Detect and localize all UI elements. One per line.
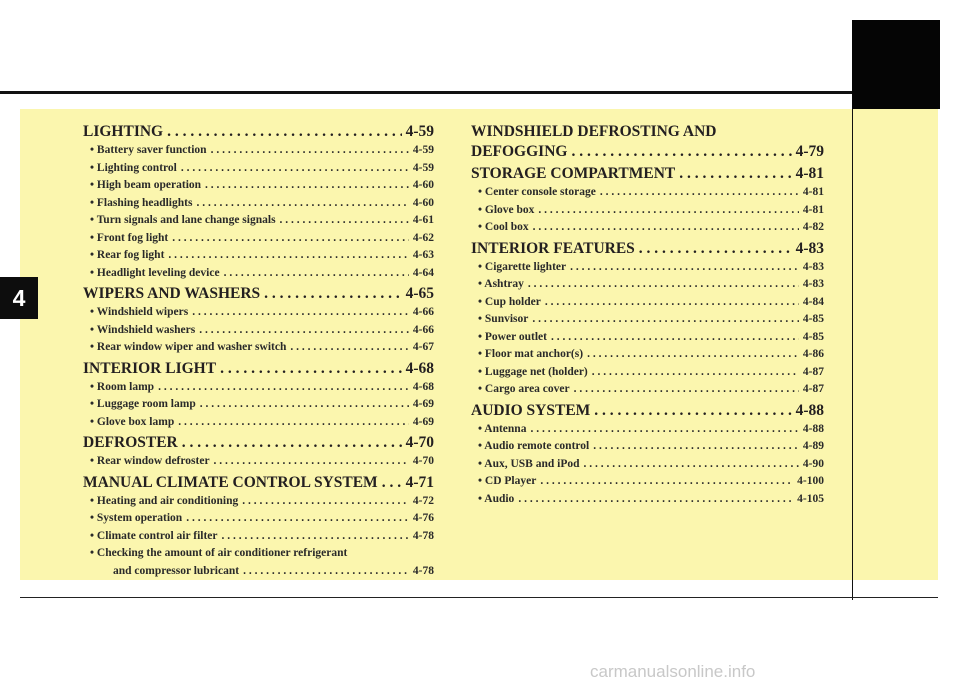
toc-entry-interior-light[interactable] <box>83 359 434 379</box>
dot-leader <box>594 401 791 421</box>
toc-entry-turn-signals-and-lane-change-signals[interactable] <box>83 212 434 230</box>
toc-entry-rear-window-defroster[interactable] <box>83 453 434 471</box>
toc-entry-label: • Headlight leveling device <box>90 266 220 279</box>
toc-entry-label: • Audio <box>478 492 515 505</box>
dot-leader <box>639 239 792 259</box>
toc-entry-headlight-leveling-device[interactable] <box>83 265 434 283</box>
toc-entry-manual-climate-control-system[interactable] <box>83 473 434 493</box>
toc-entry-label: • Audio remote control <box>478 440 590 452</box>
toc-entry-label: • Cup holder <box>478 295 541 308</box>
toc-entry-glove-box[interactable] <box>471 202 824 220</box>
toc-page-number: 4-68 <box>412 380 434 393</box>
toc-entry-center-console-storage[interactable] <box>471 184 824 202</box>
dot-leader <box>211 142 409 160</box>
dot-leader <box>172 230 409 248</box>
toc-entry-label: INTERIOR LIGHT <box>83 359 217 377</box>
dot-leader <box>182 433 402 453</box>
dot-leader <box>518 491 793 509</box>
toc-page-number: 4-79 <box>795 143 824 160</box>
dot-leader <box>158 379 409 397</box>
toc-page-number: 4-85 <box>802 313 824 325</box>
toc-page-number: 4-66 <box>412 323 434 336</box>
toc-entry-label: • Cool box <box>478 221 529 233</box>
toc-entry-audio[interactable] <box>471 491 824 509</box>
toc-page-number: 4-81 <box>802 186 824 198</box>
toc-page-number: 4-83 <box>795 239 824 257</box>
toc-page-number: 4-69 <box>412 415 434 428</box>
toc-entry-label: • Cargo area cover <box>478 383 570 395</box>
toc-entry-label: • Cigarette lighter <box>478 260 567 273</box>
toc-page-number: 4-62 <box>412 231 434 244</box>
toc-page-number: 4-59 <box>412 144 434 156</box>
toc-entry-label: WIPERS AND WASHERS <box>83 285 261 302</box>
toc-entry-label: • Center console storage <box>478 186 596 198</box>
toc-entry-high-beam-operation[interactable] <box>83 177 434 195</box>
toc-entry-label: • Windshield washers <box>90 323 196 336</box>
toc-page-number: 4-88 <box>802 422 824 435</box>
dot-leader <box>545 294 799 312</box>
toc-page-number: 4-85 <box>802 330 824 343</box>
toc-entry-cd-player[interactable] <box>471 473 824 491</box>
chapter-tab[interactable]: 4 <box>0 277 38 319</box>
toc-entry-label: • Windshield wipers <box>90 306 189 318</box>
toc-entry-flashing-headlights[interactable] <box>83 195 434 213</box>
toc-entry-label: • High beam operation <box>90 179 202 191</box>
toc-entry-label: • Glove box <box>478 203 535 216</box>
toc-page-number: 4-81 <box>802 203 824 216</box>
toc-page-number: 4-83 <box>802 260 824 273</box>
toc-page-number: 4-68 <box>405 359 434 377</box>
toc-entry-glove-box-lamp[interactable] <box>83 414 434 432</box>
dot-leader <box>192 304 409 322</box>
toc-entry-wipers-and-washers[interactable] <box>83 284 434 304</box>
toc-entry-label: DEFOGGING <box>471 143 568 160</box>
toc-entry-aux-usb-and-ipod[interactable] <box>471 456 824 474</box>
dot-leader <box>592 364 799 382</box>
corner-block <box>852 20 940 109</box>
dot-leader <box>214 453 409 471</box>
toc-entry-windshield-wipers[interactable] <box>83 304 434 322</box>
dot-leader <box>178 414 409 432</box>
toc-page-number: 4-81 <box>795 165 824 182</box>
dot-leader <box>538 202 798 220</box>
toc-entry-climate-control-air-filter[interactable] <box>83 528 434 546</box>
toc-entry-label: • Room lamp <box>90 380 155 393</box>
toc-entry-label: • CD Player <box>478 475 537 487</box>
toc-page-number: 4-82 <box>802 221 824 233</box>
dot-leader <box>200 396 409 414</box>
toc-entry-checking-the-amount-of-air-conditioner-refrigerant[interactable]: • Checking the amount of air conditioner refrigerant <box>90 547 348 559</box>
toc-page-number: 4-60 <box>412 179 434 191</box>
toc-page-number: 4-90 <box>802 457 824 470</box>
toc-page-number: 4-89 <box>802 440 824 452</box>
toc-entry-label: AUDIO SYSTEM <box>471 401 591 419</box>
toc-entry-floor-mat-anchor-s[interactable] <box>471 346 824 364</box>
toc-page-number: 4-83 <box>802 278 824 290</box>
dot-leader <box>224 265 409 283</box>
dot-leader <box>222 528 409 546</box>
toc-page-number: 4-66 <box>412 306 434 318</box>
toc-entry-cool-box[interactable] <box>471 219 824 237</box>
toc-page-number: 4-86 <box>802 348 824 360</box>
margin-rule <box>852 109 853 600</box>
dot-leader <box>533 219 799 237</box>
toc-page-number: 4-63 <box>412 249 434 261</box>
dot-leader <box>243 563 409 581</box>
toc-entry-front-fog-light[interactable] <box>83 230 434 248</box>
toc-entry-label: • Aux, USB and iPod <box>478 457 580 470</box>
toc-right-column <box>471 122 824 508</box>
dot-leader <box>530 421 798 439</box>
toc-page-number: 4-100 <box>797 475 824 487</box>
dot-leader <box>551 329 799 347</box>
toc-entry-label: • Lighting control <box>90 161 177 174</box>
toc-entry-label: • Sunvisor <box>478 313 529 325</box>
toc-page-number: 4-76 <box>412 512 434 524</box>
dot-leader <box>199 322 409 340</box>
toc-page-number: 4-71 <box>405 473 434 491</box>
toc-entry-label: STORAGE COMPARTMENT <box>471 165 676 182</box>
toc-page-number: 4-72 <box>412 494 434 507</box>
dot-leader <box>280 212 409 230</box>
toc-entry-storage-compartment[interactable] <box>471 164 824 184</box>
toc-page-number: 4-61 <box>412 214 434 226</box>
toc-entry-label: DEFROSTER <box>83 434 178 451</box>
dot-leader <box>600 184 799 202</box>
toc-page-number: 4-59 <box>405 123 434 140</box>
toc-entry-label: INTERIOR FEATURES <box>471 239 635 257</box>
toc-entry-room-lamp[interactable] <box>83 379 434 397</box>
toc-page-number: 4-60 <box>412 196 434 209</box>
watermark: carmanualsonline.info <box>590 662 756 681</box>
toc-entry-windshield-washers[interactable] <box>83 322 434 340</box>
toc-page-number: 4-69 <box>412 398 434 410</box>
toc-page-number: 4-105 <box>797 492 824 505</box>
toc-entry-label: MANUAL CLIMATE CONTROL SYSTEM <box>83 473 378 491</box>
dot-leader <box>220 359 402 379</box>
toc-entry-label: • System operation <box>90 512 183 524</box>
toc-entry-antenna[interactable] <box>471 421 824 439</box>
toc-page-number: 4-78 <box>412 564 434 577</box>
toc-entry-power-outlet[interactable] <box>471 329 824 347</box>
toc-entry-lighting[interactable] <box>83 122 434 142</box>
dot-leader <box>593 438 799 456</box>
toc-entry-battery-saver-function[interactable] <box>83 142 434 160</box>
toc-page-number: 4-64 <box>412 266 434 279</box>
toc-entry-defroster[interactable] <box>83 433 434 453</box>
dot-leader <box>196 195 408 213</box>
dot-leader <box>242 493 409 511</box>
toc-entry-luggage-room-lamp[interactable] <box>83 396 434 414</box>
toc-entry-label: • Luggage net (holder) <box>478 365 588 378</box>
toc-entry-label: • Rear fog light <box>90 249 165 261</box>
toc-entry-label: • Turn signals and lane change signals <box>90 214 276 226</box>
toc-entry-label: • Climate control air filter <box>90 529 218 542</box>
toc-page-number: 4-87 <box>802 365 824 378</box>
toc-page-number: 4-59 <box>412 161 434 174</box>
toc-entry-cup-holder[interactable] <box>471 294 824 312</box>
toc-page-number: 4-78 <box>412 529 434 542</box>
toc-entry-cargo-area-cover[interactable] <box>471 381 824 399</box>
dot-leader <box>186 510 409 528</box>
toc-page-number: 4-67 <box>412 341 434 353</box>
dot-leader <box>264 284 401 304</box>
toc-entry-luggage-net-holder[interactable] <box>471 364 824 382</box>
toc-entry-label: • Power outlet <box>478 330 547 343</box>
dot-leader <box>168 247 409 265</box>
toc-entry-label: and compressor lubricant <box>113 564 240 577</box>
toc-page-number: 4-88 <box>795 401 824 419</box>
dot-leader <box>290 339 409 357</box>
toc-entry-label: • Luggage room lamp <box>90 398 196 410</box>
dot-leader <box>167 122 401 142</box>
toc-entry-rear-fog-light[interactable] <box>83 247 434 265</box>
toc-entry-defogging[interactable] <box>471 142 824 162</box>
toc-entry-label: • Rear window wiper and washer switch <box>90 341 287 353</box>
toc-entry-heating-and-air-conditioning[interactable] <box>83 493 434 511</box>
toc-entry-label: • Ashtray <box>478 278 524 290</box>
dot-leader <box>205 177 409 195</box>
toc-entry-label: • Heating and air conditioning <box>90 494 239 507</box>
toc-entry-rear-window-wiper-and-washer-switch[interactable] <box>83 339 434 357</box>
toc-entry-interior-features[interactable] <box>471 239 824 259</box>
toc-entry-system-operation[interactable] <box>83 510 434 528</box>
dot-leader <box>587 346 799 364</box>
toc-entry-sunvisor[interactable] <box>471 311 824 329</box>
toc-entry-label: • Battery saver function <box>90 144 207 156</box>
toc-entry-windshield-defrosting-and[interactable]: WINDSHIELD DEFROSTING AND <box>471 123 717 140</box>
dot-leader <box>679 164 791 184</box>
toc-entry-cigarette-lighter[interactable] <box>471 259 824 277</box>
toc-entry-label: LIGHTING <box>83 123 164 140</box>
toc-entry-label: • Floor mat anchor(s) <box>478 348 584 360</box>
toc-page-number: 4-87 <box>802 383 824 395</box>
dot-leader <box>571 142 791 162</box>
bottom-rule <box>20 597 938 598</box>
toc-entry-label: • Front fog light <box>90 231 169 244</box>
toc-page-number: 4-65 <box>405 285 434 302</box>
dot-leader <box>570 259 799 277</box>
dot-leader <box>528 276 799 294</box>
toc-entry-and-compressor-lubricant[interactable] <box>83 563 434 581</box>
dot-leader <box>584 456 799 474</box>
toc-page-number: 4-70 <box>405 434 434 451</box>
dot-leader <box>532 311 799 329</box>
toc-entry-ashtray[interactable] <box>471 276 824 294</box>
top-rule <box>0 91 852 94</box>
dot-leader <box>574 381 799 399</box>
dot-leader <box>540 473 793 491</box>
toc-page-number: 4-70 <box>412 455 434 467</box>
toc-entry-label: • Antenna <box>478 422 527 435</box>
toc-entry-label: • Rear window defroster <box>90 455 210 467</box>
dot-leader <box>382 473 402 493</box>
toc-entry-label: • Glove box lamp <box>90 415 175 428</box>
toc-entry-audio-system[interactable] <box>471 401 824 421</box>
toc-left-column <box>83 122 434 580</box>
dot-leader <box>181 160 409 178</box>
toc-page-number: 4-84 <box>802 295 824 308</box>
toc-entry-lighting-control[interactable] <box>83 160 434 178</box>
toc-entry-label: • Flashing headlights <box>90 196 193 209</box>
toc-entry-audio-remote-control[interactable] <box>471 438 824 456</box>
